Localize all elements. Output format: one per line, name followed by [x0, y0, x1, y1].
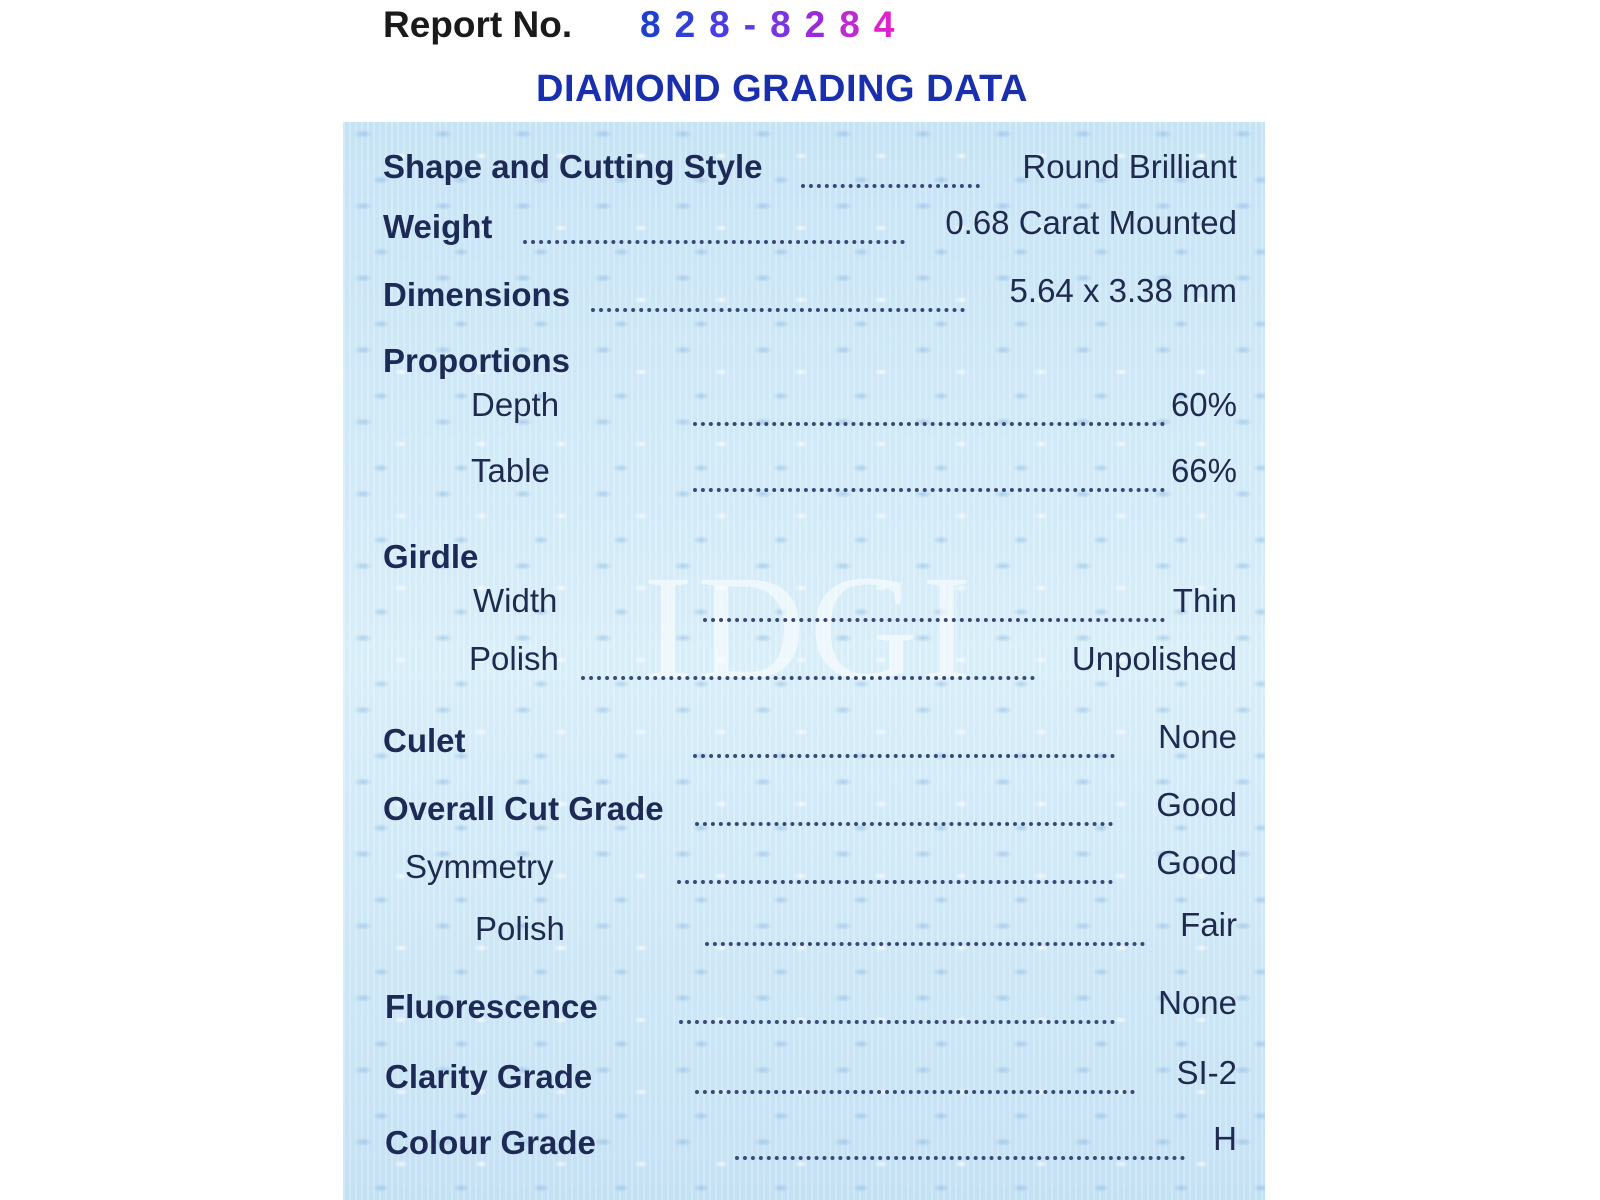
- row-label: Dimensions: [383, 276, 571, 313]
- row-cut-polish: [343, 906, 1265, 956]
- row-label: Table: [471, 452, 550, 489]
- row-width: [343, 582, 1265, 632]
- row-value: Fair: [1180, 906, 1237, 943]
- row-value: 5.64 x 3.38 mm: [1009, 272, 1237, 309]
- row-value: 60%: [1170, 386, 1237, 423]
- row-shape: [343, 148, 1265, 198]
- leader-dots: [695, 792, 1113, 826]
- row-value: Unpolished: [1071, 640, 1237, 677]
- report-number-char: 8: [770, 4, 791, 45]
- row-value: 0.68 Carat Mounted: [945, 204, 1237, 241]
- row-label: Polish: [469, 640, 559, 677]
- grading-panel: [343, 122, 1265, 1200]
- row-symmetry: [343, 844, 1265, 894]
- row-label: Colour Grade: [385, 1124, 596, 1161]
- row-value: Thin: [1172, 582, 1237, 619]
- leader-dots: [523, 210, 905, 244]
- row-table: [343, 452, 1265, 502]
- leader-dots: [695, 1060, 1135, 1094]
- report-title: DIAMOND GRADING DATA: [536, 68, 1028, 110]
- leader-dots: [801, 154, 980, 188]
- leader-dots: [703, 588, 1165, 622]
- row-value: None: [1158, 718, 1237, 755]
- row-fluorescence: [343, 984, 1265, 1034]
- row-value: None: [1158, 984, 1237, 1021]
- row-dimensions: [343, 272, 1265, 322]
- row-overall-cut-grade: [343, 786, 1265, 836]
- row-label: Polish: [475, 910, 565, 947]
- leader-dots: [693, 392, 1165, 426]
- watermark-logo: IDGI: [643, 545, 976, 711]
- leader-dots: [693, 458, 1165, 492]
- row-label: Depth: [471, 386, 560, 423]
- row-girdle: [343, 538, 1265, 588]
- row-label: Width: [473, 582, 558, 619]
- report-number-char: 2: [804, 4, 826, 45]
- report-number: [640, 4, 908, 46]
- row-value: SI-2: [1176, 1054, 1237, 1091]
- row-value: Round Brilliant: [1022, 148, 1237, 185]
- report-number-char: 8: [839, 4, 860, 45]
- row-label: Overall Cut Grade: [383, 790, 664, 827]
- row-value: Good: [1156, 786, 1237, 823]
- row-clarity-grade: [343, 1054, 1265, 1104]
- report-number-char: -: [743, 4, 757, 45]
- leader-dots: [581, 646, 1035, 680]
- row-value: H: [1213, 1120, 1237, 1157]
- leader-dots: [735, 1126, 1185, 1160]
- leader-dots: [677, 850, 1113, 884]
- leader-dots: [679, 990, 1115, 1024]
- section-heading: Proportions: [383, 342, 570, 379]
- leader-dots: [591, 278, 965, 312]
- row-girdle-polish: [343, 640, 1265, 690]
- report-number-label: Report No.: [383, 4, 573, 45]
- report-number-char: 2: [674, 4, 696, 45]
- row-label: Shape and Cutting Style: [383, 148, 763, 185]
- row-proportions: [343, 342, 1265, 392]
- row-label: Weight: [383, 208, 493, 245]
- section-heading: Girdle: [383, 538, 479, 575]
- row-culet: [343, 718, 1265, 768]
- report-number-char: 8: [640, 4, 661, 45]
- row-colour-grade: [343, 1120, 1265, 1170]
- row-label: Clarity Grade: [385, 1058, 593, 1095]
- leader-dots: [693, 724, 1115, 758]
- row-label: Symmetry: [405, 848, 554, 885]
- row-value: Good: [1156, 844, 1237, 881]
- report-number-char: 8: [709, 4, 730, 45]
- row-weight: [343, 204, 1265, 254]
- leader-dots: [705, 912, 1145, 946]
- row-label: Fluorescence: [385, 988, 598, 1025]
- report-number-char: 4: [873, 4, 895, 45]
- row-label: Culet: [383, 722, 466, 759]
- row-value: 66%: [1170, 452, 1237, 489]
- row-depth: [343, 386, 1265, 436]
